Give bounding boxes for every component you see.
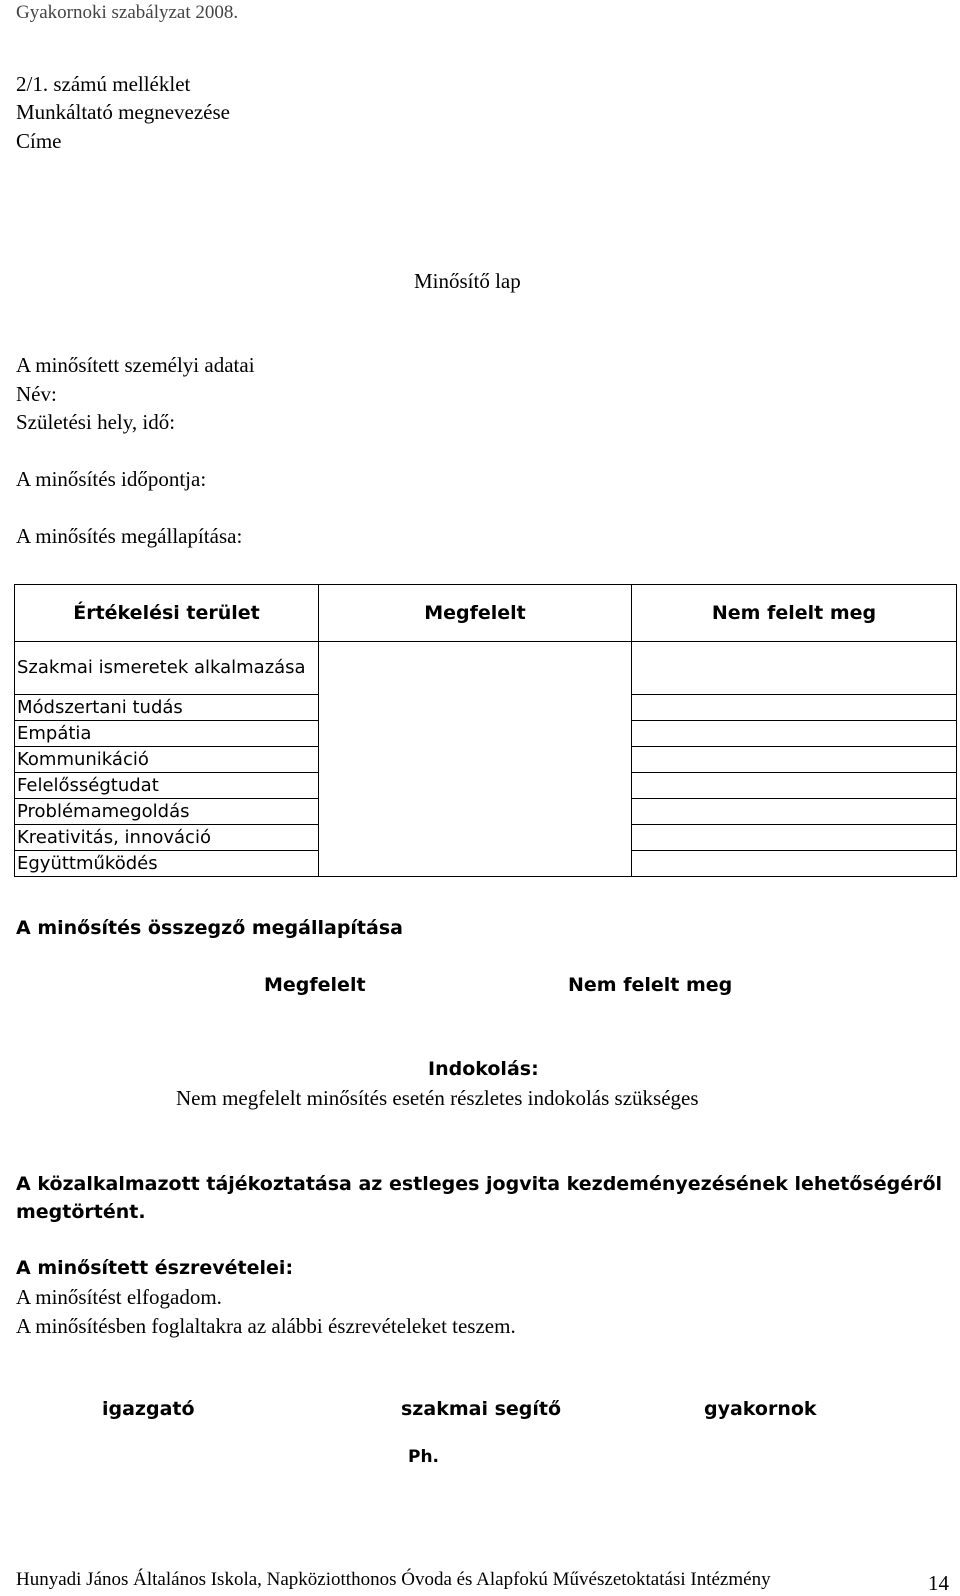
criterion-label: Empátia [15, 721, 319, 747]
not-passed-cell [632, 799, 957, 825]
not-passed-cell [632, 773, 957, 799]
footer-institution: Hunyadi János Általános Iskola, Napköziotthonos Óvoda és Alapfokú Művészetoktatási Intézmény [16, 1569, 771, 1590]
name-label: Név: [16, 382, 57, 406]
personal-data-heading: A minősített személyi adatai [16, 353, 255, 377]
summary-option-not-passed: Nem felelt meg [568, 974, 733, 996]
not-passed-cell [632, 825, 957, 851]
evaluation-table-header-row [15, 585, 957, 642]
not-passed-cell [632, 695, 957, 721]
signature-trainee: gyakornok [704, 1398, 817, 1420]
criterion-label: Együttműködés [15, 851, 319, 877]
header-evaluation-area: Értékelési terület [15, 585, 319, 642]
criterion-label: Szakmai ismeretek alkalmazása [15, 642, 319, 695]
criterion-label: Módszertani tudás [15, 695, 319, 721]
signature-mentor: szakmai segítő [401, 1398, 562, 1420]
remarks-accept: A minősítést elfogadom. [16, 1285, 222, 1309]
criterion-label: Problémamegoldás [15, 799, 319, 825]
justification-note: Nem megfelelt minősítés esetén részletes indokolás szükséges [176, 1086, 699, 1110]
criterion-label: Kommunikáció [15, 747, 319, 773]
header-not-passed: Nem felelt meg [632, 585, 957, 642]
evaluation-date-label: A minősítés időpontja: [16, 467, 207, 491]
not-passed-cell [632, 747, 957, 773]
not-passed-cell [632, 721, 957, 747]
evaluation-table [14, 584, 957, 877]
page-number: 14 [928, 1571, 949, 1595]
remarks-heading: A minősített észrevételei: [16, 1257, 294, 1279]
form-title: Minősítő lap [414, 269, 521, 293]
summary-heading: A minősítés összegző megállapítása [16, 917, 403, 939]
signature-director: igazgató [102, 1398, 195, 1420]
passed-cell [319, 642, 632, 877]
appendix-number: 2/1. számú melléklet [16, 72, 191, 96]
not-passed-cell [632, 642, 957, 695]
summary-option-passed: Megfelelt [264, 974, 366, 996]
not-passed-cell [632, 851, 957, 877]
employer-address-label: Címe [16, 129, 62, 153]
justification-label: Indokolás: [428, 1058, 539, 1080]
remarks-comments: A minősítésben foglaltakra az alábbi észrevételeket teszem. [16, 1314, 516, 1338]
evaluation-finding-label: A minősítés megállapítása: [16, 524, 243, 548]
header-passed: Megfelelt [319, 585, 632, 642]
employer-name-label: Munkáltató megnevezése [16, 100, 230, 124]
birth-place-date-label: Születési hely, idő: [16, 410, 176, 434]
notice-line-2: megtörtént. [16, 1201, 146, 1223]
notice-line-1: A közalkalmazott tájékoztatása az estleges jogvita kezdeményezésének lehetőségéről [16, 1173, 943, 1195]
table-row [15, 642, 957, 695]
stamp-placeholder: Ph. [408, 1447, 440, 1467]
criterion-label: Kreativitás, innováció [15, 825, 319, 851]
criterion-label: Felelősségtudat [15, 773, 319, 799]
document-header-title: Gyakornoki szabályzat 2008. [16, 2, 239, 23]
